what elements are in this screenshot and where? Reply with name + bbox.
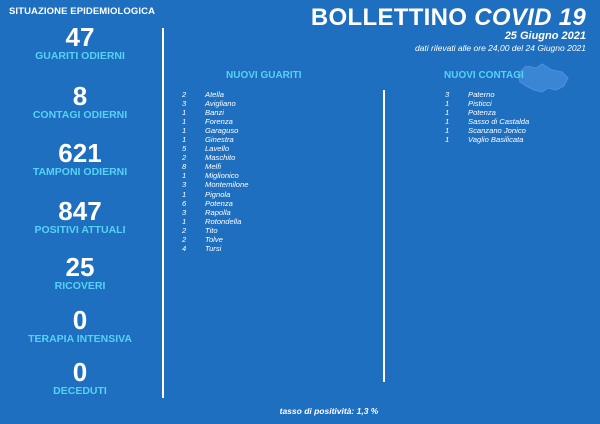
stat-value: 8 [72,81,88,111]
case-count: 1 [182,171,187,181]
case-count: 1 [445,108,450,118]
stat-deceduti [0,359,160,397]
stat-positivi [0,198,160,236]
stat-value: 847 [58,196,102,226]
case-count: 2 [182,153,187,163]
stat-label: CONTAGI ODIERNI [32,109,128,121]
municipality-name: Avigliano [205,99,236,109]
stat-value: 25 [65,252,95,282]
stat-value: 0 [72,305,88,335]
list-item [182,99,248,108]
left-stats-panel [0,0,160,424]
municipality-name: Paterno [468,90,495,99]
list-item [182,171,248,180]
list-item [182,180,248,189]
list-item [445,108,529,117]
panel-title: SITUAZIONE EPIDEMIOLOGICA [9,6,156,17]
case-count: 2 [182,234,187,244]
case-count: 1 [445,117,450,127]
municipality-name: Potenza [205,198,233,208]
case-count: 1 [182,189,187,199]
list-item [182,144,248,153]
stat-value: 47 [65,22,95,52]
list-item [182,190,248,199]
bulletin-title [311,4,586,32]
guariti-heading: NUOVI GUARITI [226,70,302,81]
municipality-name: Tito [205,225,218,235]
municipality-name: Rapolla [205,207,231,217]
list-item [182,235,248,244]
case-count: 8 [182,162,187,172]
case-count: 1 [182,117,187,127]
case-count: 1 [445,99,450,109]
case-count: 3 [182,99,187,109]
case-count: 1 [182,108,187,118]
stat-tamponi [0,140,160,178]
case-count: 1 [445,135,450,145]
municipality-name: Atella [205,90,224,99]
municipality-name: Melfi [205,162,222,172]
positivity-text: tasso di positività: 1,3 % [279,406,379,416]
stat-label: POSITIVI ATTUALI [34,224,126,236]
stat-label: DECEDUTI [53,385,107,397]
list-item [182,153,248,162]
list-item [445,99,529,108]
municipality-name: Banzi [205,108,224,118]
list-item [182,217,248,226]
case-count: 2 [182,90,187,99]
municipality-name: Scanzano Jonico [468,126,526,136]
list-item [182,199,248,208]
municipality-name: Maschito [205,153,236,163]
case-count: 1 [182,216,187,226]
municipality-name: Garaguso [205,126,239,136]
case-count: 6 [182,198,187,208]
stat-ricoveri [0,254,160,292]
stat-terapia-intensiva [0,307,160,345]
municipality-name: Tursi [205,243,222,253]
list-item [182,135,248,144]
case-count: 1 [182,135,187,145]
list-item [445,90,529,99]
list-item [445,135,529,144]
case-count: 3 [182,207,187,217]
municipality-name: Sasso di Castalda [468,117,530,127]
stat-label: RICOVERI [54,280,106,292]
title-covid: COVID 19 [474,4,586,31]
contagi-heading: NUOVI CONTAGI [444,70,524,81]
case-count: 4 [182,243,187,253]
case-count: 1 [445,126,450,136]
contagi-list [445,90,529,144]
list-item [182,108,248,117]
list-item [182,226,248,235]
municipality-name: Tolve [205,234,223,244]
case-count: 3 [445,90,450,99]
list-item [182,90,248,99]
municipality-name: Rotondella [205,216,242,226]
guariti-list [182,90,248,253]
list-item [182,117,248,126]
case-count: 1 [182,126,187,136]
municipality-name: Pignola [205,189,231,199]
stat-guariti [0,24,160,62]
municipality-name: Ginestra [205,135,234,145]
municipality-name: Montemilone [205,180,249,190]
stat-value: 0 [72,357,88,387]
stat-label: GUARITI ODIERNI [35,50,125,62]
list-item [182,208,248,217]
stat-label: TERAPIA INTENSIVA [28,333,132,345]
case-count: 3 [182,180,187,190]
case-count: 5 [182,144,187,154]
list-item [182,126,248,135]
municipality-name: Lavello [205,144,230,154]
municipality-name: Miglionico [205,171,239,181]
list-item [182,162,248,171]
stat-label: TAMPONI ODIERNI [32,166,128,178]
municipality-name: Forenza [205,117,233,127]
bulletin-date: 25 Giugno 2021 [504,30,586,42]
municipality-name: Vaglio Basilicata [468,135,524,145]
municipality-name: Pisticci [468,99,492,109]
list-item [182,244,248,253]
middle-divider [383,90,385,382]
stat-value: 621 [58,138,102,168]
stat-contagi [0,83,160,121]
municipality-name: Potenza [468,108,496,118]
list-item [445,126,529,135]
title-main: BOLLETTINO [310,4,468,31]
positivity-rate [0,406,600,416]
list-item [445,117,529,126]
bulletin-subtitle: dati rilevati alle ore 24,00 del 24 Giugno 2021 [414,43,586,53]
case-count: 2 [182,225,187,235]
left-divider [162,28,164,398]
